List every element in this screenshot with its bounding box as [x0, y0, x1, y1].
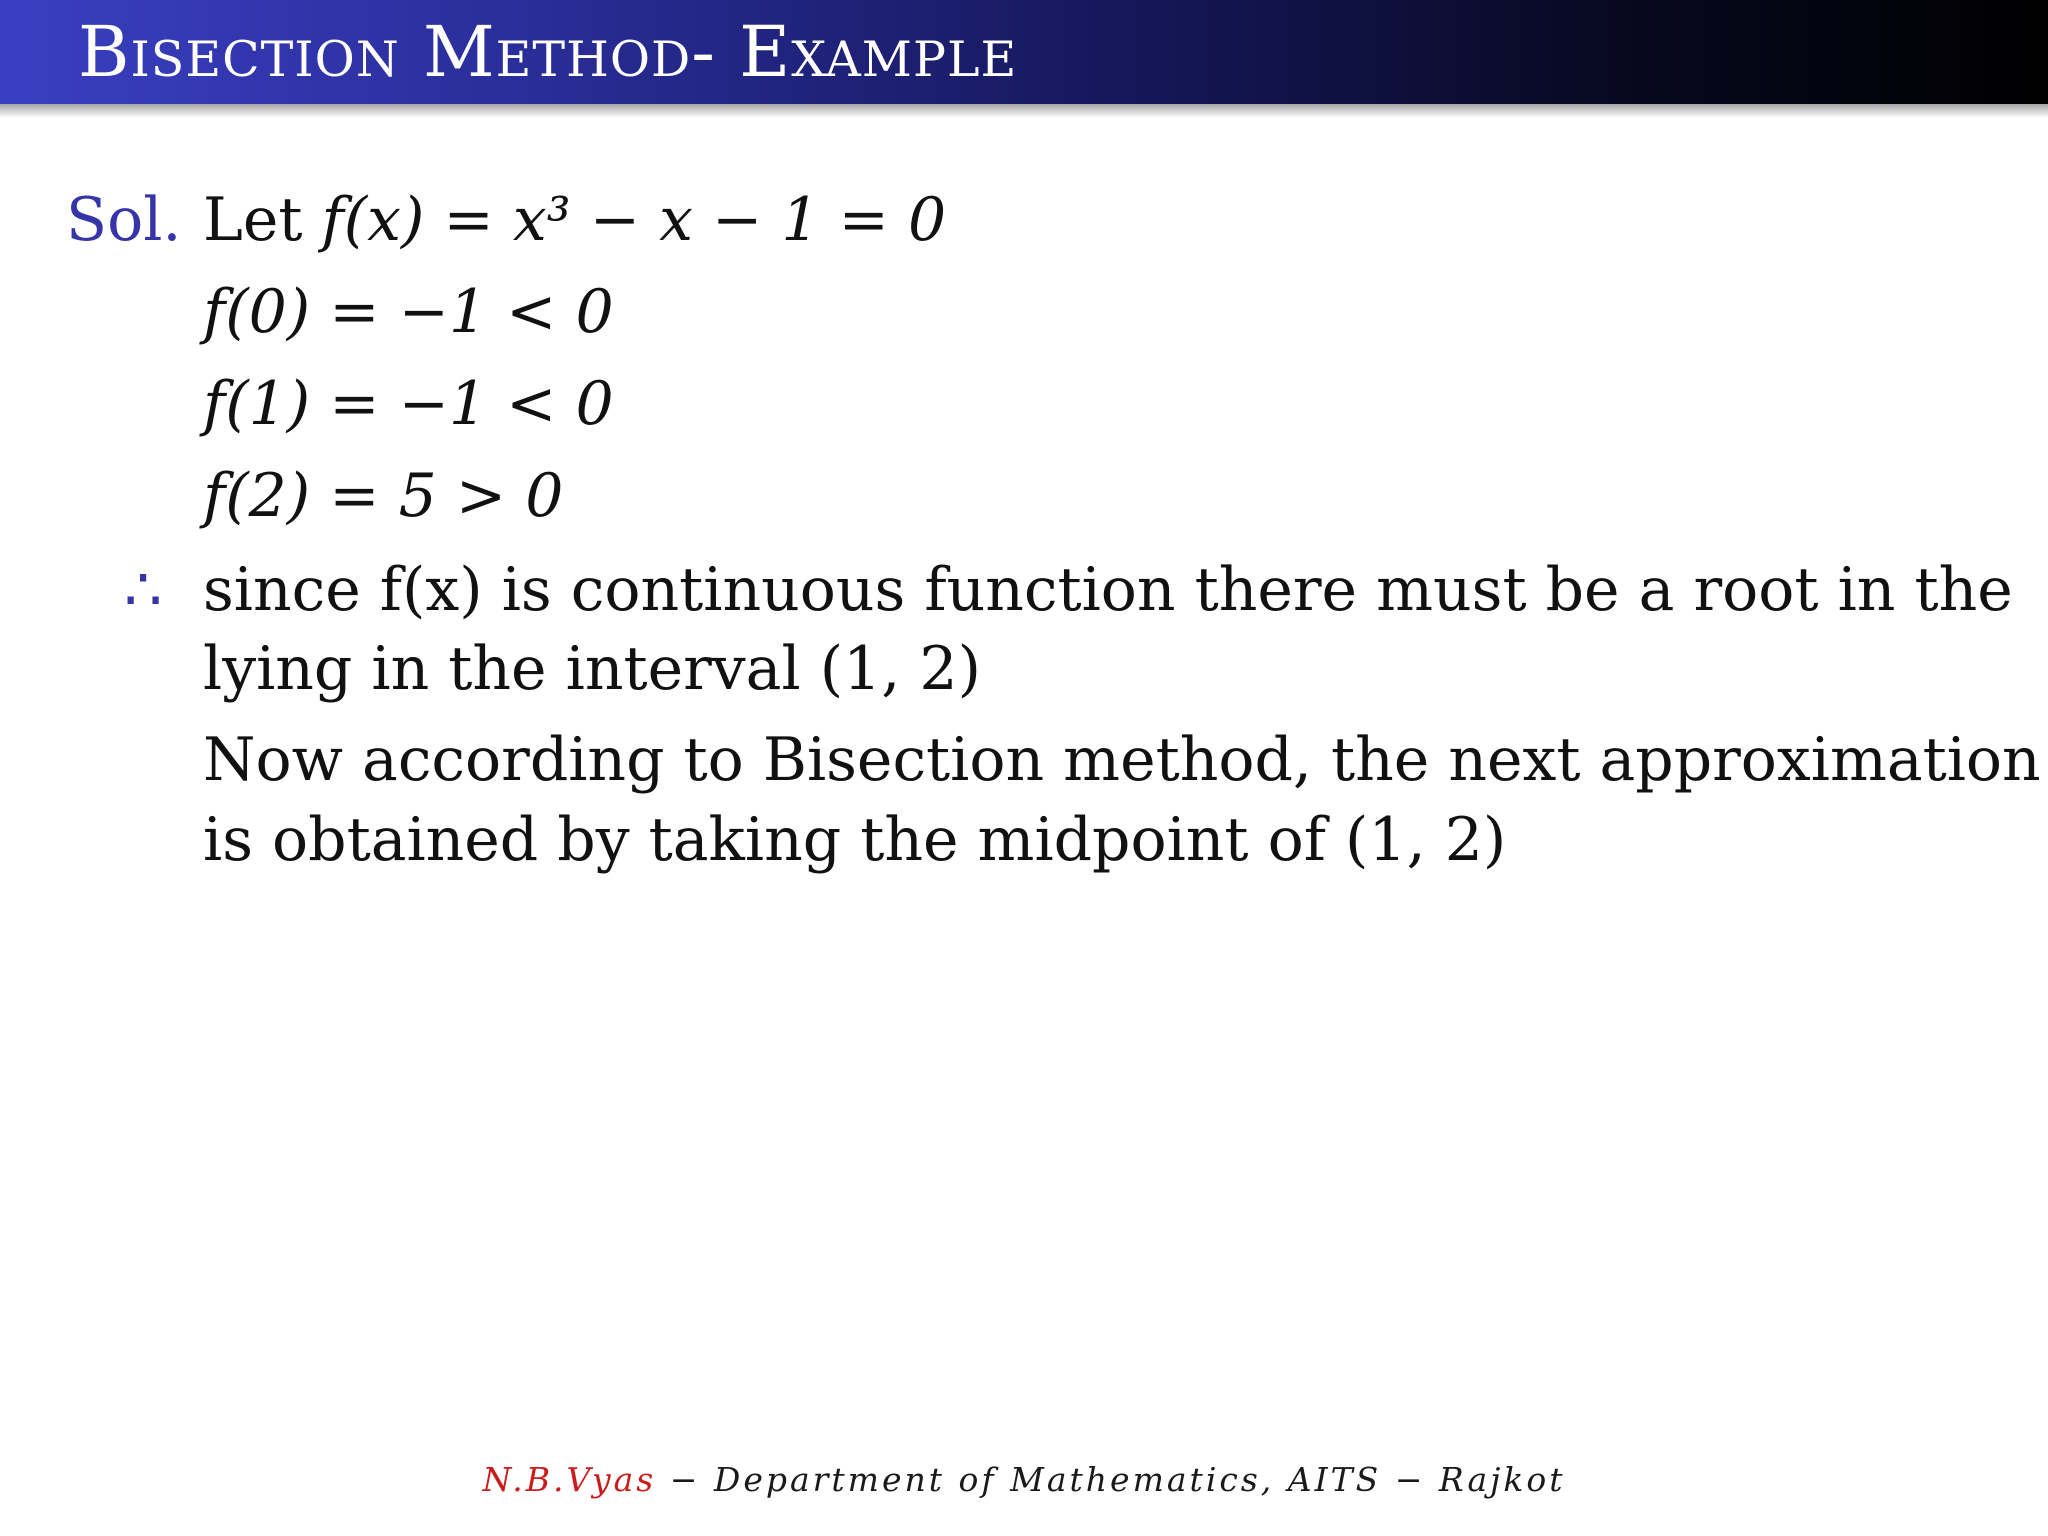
solution-intro: Let: [203, 185, 303, 255]
solution-label: Sol.: [66, 185, 182, 255]
conclusion-line-2: lying in the interval (1, 2): [203, 634, 982, 704]
evaluation-f1: f(1) = −1 < 0: [203, 369, 614, 439]
footer-separator-1: −: [656, 1460, 714, 1499]
next-step-line-2: is obtained by taking the midpoint of (1, 2): [203, 805, 1507, 875]
footer-separator-2: −: [1381, 1460, 1439, 1499]
evaluation-f0: f(0) = −1 < 0: [203, 277, 614, 347]
solution-equation: f(x) = x³ − x − 1 = 0: [321, 185, 947, 255]
conclusion-line-1: since f(x) is continuous function there must be a root in the: [203, 555, 2013, 625]
therefore-symbol: ∴: [124, 555, 163, 625]
slide-footer: [0, 1460, 2048, 1500]
footer-author: N.B.Vyas: [482, 1460, 657, 1499]
footer-city: Rajkot: [1438, 1460, 1566, 1499]
footer-department: Department of Mathematics, AITS: [713, 1460, 1382, 1499]
next-step-line-1: Now according to Bisection method, the next approximation: [203, 725, 2041, 795]
title-bar: [0, 0, 2048, 104]
title-bar-shadow: [0, 104, 2048, 118]
slide-title: Bisection Method- Example: [78, 11, 1018, 93]
solution-equation-line: [203, 184, 946, 256]
evaluation-f2: f(2) = 5 > 0: [203, 461, 564, 531]
